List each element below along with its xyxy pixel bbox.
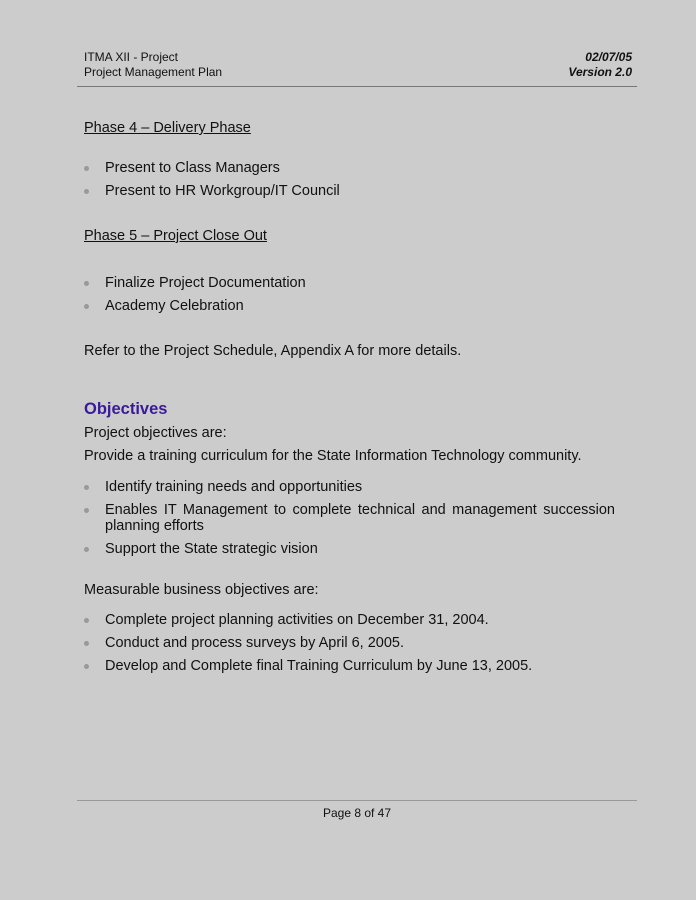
header-version: Version 2.0	[568, 65, 632, 79]
list-item: Develop and Complete final Training Curriculum by June 13, 2005.	[84, 658, 630, 674]
objectives-heading: Objectives	[84, 400, 168, 418]
phase4-title: Phase 4 – Delivery Phase	[84, 120, 251, 136]
list-item: Finalize Project Documentation	[84, 275, 630, 291]
list-item: Enables IT Management to complete technical and management succession planning efforts	[84, 502, 615, 534]
refer-text: Refer to the Project Schedule, Appendix A for more details.	[84, 343, 462, 359]
measurable-list	[84, 612, 630, 674]
header-right	[568, 50, 632, 80]
header-divider	[77, 86, 637, 87]
list-item: Present to HR Workgroup/IT Council	[84, 183, 630, 199]
footer-divider	[77, 800, 637, 801]
phase5-title: Phase 5 – Project Close Out	[84, 228, 267, 244]
phase5-list	[84, 275, 630, 314]
page-number: Page 8 of 47	[322, 806, 392, 820]
measurable-intro: Measurable business objectives are:	[84, 582, 319, 598]
header-project: ITMA XII - Project	[84, 50, 179, 64]
objectives-statement: Provide a training curriculum for the State Information Technology community.	[84, 448, 582, 464]
header-left	[84, 50, 222, 80]
header-date: 02/07/05	[585, 50, 632, 64]
list-item: Academy Celebration	[84, 298, 630, 314]
list-item: Complete project planning activities on December 31, 2004.	[84, 612, 630, 628]
list-item: Support the State strategic vision	[84, 541, 615, 557]
list-item: Conduct and process surveys by April 6, 2005.	[84, 635, 630, 651]
header-doc-title: Project Management Plan	[84, 65, 223, 79]
list-item: Identify training needs and opportunities	[84, 479, 615, 495]
objectives-list	[84, 479, 615, 557]
objectives-intro: Project objectives are:	[84, 425, 227, 441]
list-item: Present to Class Managers	[84, 160, 630, 176]
phase4-list	[84, 160, 630, 199]
